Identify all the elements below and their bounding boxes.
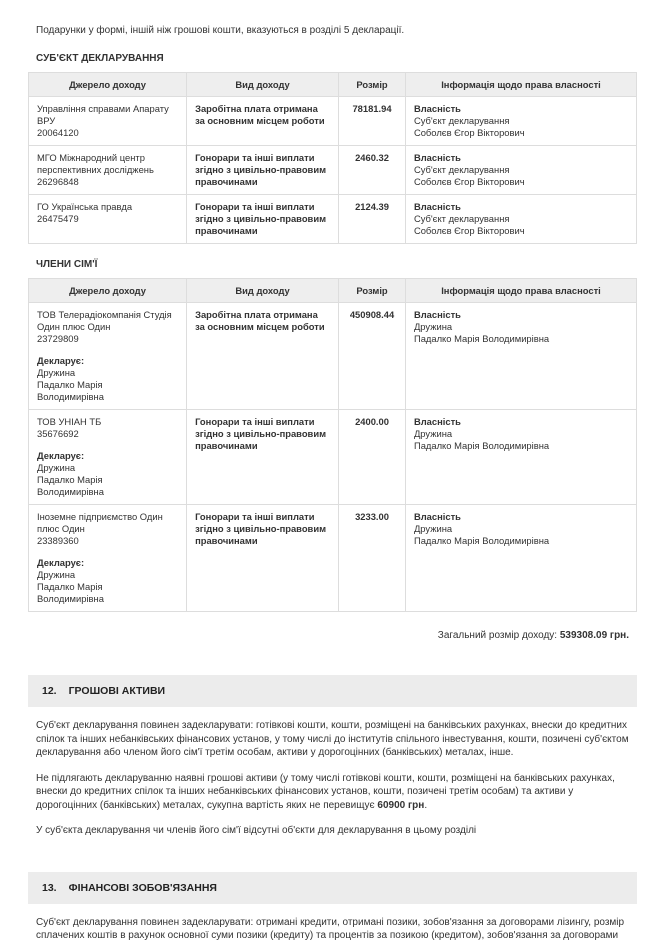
section-number: 12. xyxy=(42,685,57,697)
ownership-line: Власність xyxy=(413,309,461,320)
source-line: Падалко Марія xyxy=(37,474,103,485)
source-cell xyxy=(29,146,187,195)
income-type-cell: Гонорари та інші виплати згідно з цивільно-правовим правочинами xyxy=(187,505,339,612)
source-cell xyxy=(29,195,187,244)
source-line: Декларує: xyxy=(37,557,85,568)
column-header: Розмір xyxy=(339,279,406,303)
source-line: 20064120 xyxy=(37,127,79,138)
column-header: Розмір xyxy=(339,73,406,97)
income-table-2 xyxy=(28,278,637,612)
source-line: Володимирівна xyxy=(37,486,104,497)
section-header-bar xyxy=(28,675,637,707)
column-header: Вид доходу xyxy=(187,73,339,97)
cell-gap xyxy=(37,345,178,355)
ownership-line: Дружина xyxy=(413,321,453,332)
ownership-cell xyxy=(405,303,636,410)
source-cell xyxy=(29,410,187,505)
column-header: Джерело доходу xyxy=(29,279,187,303)
source-line: Декларує: xyxy=(37,355,85,366)
total-income-label: Загальний розмір доходу: xyxy=(437,630,558,641)
ownership-cell xyxy=(405,195,636,244)
ownership-line: Власність xyxy=(413,201,461,212)
ownership-cell xyxy=(405,505,636,612)
section-paragraph xyxy=(36,719,629,760)
source-line: 26475479 xyxy=(37,213,79,224)
table-row xyxy=(29,146,637,195)
table-header xyxy=(29,279,637,303)
ownership-line: Падалко Марія Володимирівна xyxy=(413,535,550,546)
source-line: 23729809 xyxy=(37,333,79,344)
source-line: МГО Міжнародний центр перспективних досліджень xyxy=(37,152,154,175)
income-type-cell: Заробітна плата отримана за основним місцем роботи xyxy=(187,303,339,410)
table-section-label: СУБ'ЄКТ ДЕКЛАРУВАННЯ xyxy=(36,53,164,64)
table-body xyxy=(29,303,637,612)
table-row xyxy=(29,410,637,505)
ownership-line: Власність xyxy=(413,511,461,522)
column-header: Джерело доходу xyxy=(29,73,187,97)
ownership-line: Дружина xyxy=(413,428,453,439)
amount-cell: 450908.44 xyxy=(339,303,406,410)
column-header: Вид доходу xyxy=(187,279,339,303)
paragraph-text: У суб'єкта декларування чи членів його сім'ї відсутні об'єкти для декларування в цьому розділі xyxy=(36,825,477,836)
source-line: Управління справами Апарату ВРУ xyxy=(37,103,169,126)
source-line: Дружина xyxy=(37,367,76,378)
gifts-note: Подарунки у формі, іншій ніж грошові кошти, вказуються в розділі 5 декларації. xyxy=(36,25,405,36)
source-line: Володимирівна xyxy=(37,593,104,604)
table-header-row xyxy=(29,73,637,97)
source-line: Дружина xyxy=(37,462,76,473)
column-header: Інформація щодо права власності xyxy=(405,73,636,97)
ownership-cell xyxy=(405,410,636,505)
source-line: Іноземне підприємство Один плюс Один xyxy=(37,511,163,534)
income-type-cell: Заробітна плата отримана за основним місцем роботи xyxy=(187,97,339,146)
income-type-cell: Гонорари та інші виплати згідно з цивільно-правовим правочинами xyxy=(187,410,339,505)
source-cell xyxy=(29,303,187,410)
ownership-line: Дружина xyxy=(413,523,453,534)
income-type-cell: Гонорари та інші виплати згідно з цивільно-правовим правочинами xyxy=(187,195,339,244)
source-line: ТОВ УНІАН ТБ xyxy=(37,416,102,427)
section-title: ФІНАНСОВІ ЗОБОВ'ЯЗАННЯ xyxy=(68,881,217,894)
amount-cell: 2124.39 xyxy=(339,195,406,244)
table-row xyxy=(29,97,637,146)
section-title: ГРОШОВІ АКТИВИ xyxy=(68,685,166,697)
section-paragraph xyxy=(36,916,629,943)
amount-cell: 3233.00 xyxy=(339,505,406,612)
ownership-line: Суб'єкт декларування xyxy=(413,164,510,175)
amount-cell: 2460.32 xyxy=(339,146,406,195)
ownership-line: Власність xyxy=(413,152,461,163)
numbered-sections xyxy=(28,675,637,943)
source-line: 23389360 xyxy=(37,535,79,546)
source-line: Володимирівна xyxy=(37,391,104,402)
cell-gap xyxy=(37,440,178,450)
ownership-cell xyxy=(405,97,636,146)
source-line: Падалко Марія xyxy=(37,379,103,390)
section-header-bar xyxy=(28,872,637,904)
ownership-line: Власність xyxy=(413,416,461,427)
section-number: 13. xyxy=(42,881,57,894)
ownership-line: Соболєв Єгор Вікторович xyxy=(413,225,525,236)
ownership-line: Соболєв Єгор Вікторович xyxy=(413,127,525,138)
table-section-label: ЧЛЕНИ СІМ'Ї xyxy=(36,259,98,270)
total-income-value: 539308.09 грн. xyxy=(559,630,629,641)
ownership-line: Падалко Марія Володимирівна xyxy=(413,333,550,344)
paragraph-text: . xyxy=(424,799,428,811)
ownership-line: Соболєв Єгор Вікторович xyxy=(413,176,525,187)
section-paragraph xyxy=(36,824,629,838)
source-line: ГО Українська правда xyxy=(37,201,133,212)
source-cell xyxy=(29,505,187,612)
ownership-line: Падалко Марія Володимирівна xyxy=(413,440,550,451)
source-line: ТОВ Телерадіокомпанія Студія Один плюс Один xyxy=(37,309,172,332)
income-table-1 xyxy=(28,72,637,244)
table-row xyxy=(29,505,637,612)
source-line: Декларує: xyxy=(37,450,85,461)
income-type-cell: Гонорари та інші виплати згідно з цивільно-правовим правочинами xyxy=(187,146,339,195)
source-line: Дружина xyxy=(37,569,76,580)
amount-cell: 2400.00 xyxy=(339,410,406,505)
ownership-line: Суб'єкт декларування xyxy=(413,115,510,126)
total-income-line xyxy=(36,630,629,641)
table-header-row xyxy=(29,279,637,303)
ownership-line: Власність xyxy=(413,103,461,114)
income-tables xyxy=(28,53,637,612)
amount-cell: 78181.94 xyxy=(339,97,406,146)
source-line: 35676692 xyxy=(37,428,79,439)
paragraph-text: Не підлягають декларуванню наявні грошові активи (у тому числі готівкові кошти, кошти, розміщені на банківських рахунках, внески до кредитних спілок та інших небанківських фінансових установ, кошти, позичені третім особам) та активи у дорогоцінних (банківських) металах, сукупна вартість яких не перевищує xyxy=(36,772,615,811)
paragraph-text: Суб'єкт декларування повинен задекларувати: отримані кредити, отримані позики, зобов'язання за договорами лізингу, розмір сплачених коштів в рахунок основної суми позики (кредиту) та процентів за позикою (кредитом), зобов'язання за договорами xyxy=(36,916,625,941)
source-cell xyxy=(29,97,187,146)
ownership-cell xyxy=(405,146,636,195)
table-row xyxy=(29,195,637,244)
source-line: 26296848 xyxy=(37,176,79,187)
cell-gap xyxy=(37,547,178,557)
source-line: Падалко Марія xyxy=(37,581,103,592)
paragraph-text: Суб'єкт декларування повинен задекларувати: готівкові кошти, кошти, розміщені на банківських рахунках, внески до кредитних спілок та інших небанківських фінансових установ, у тому числі до інститутів спільного інвестування, кошти, позичені суб'єктом декларування або членом його сім'ї третім особам, активи у дорогоцінних (банківських) металах, інше. xyxy=(36,720,629,758)
section-paragraph xyxy=(36,772,629,813)
paragraph-text: 60900 грн xyxy=(377,799,425,811)
table-header xyxy=(29,73,637,97)
table-body xyxy=(29,97,637,244)
column-header: Інформація щодо права власності xyxy=(405,279,636,303)
ownership-line: Суб'єкт декларування xyxy=(413,213,510,224)
table-row xyxy=(29,303,637,410)
